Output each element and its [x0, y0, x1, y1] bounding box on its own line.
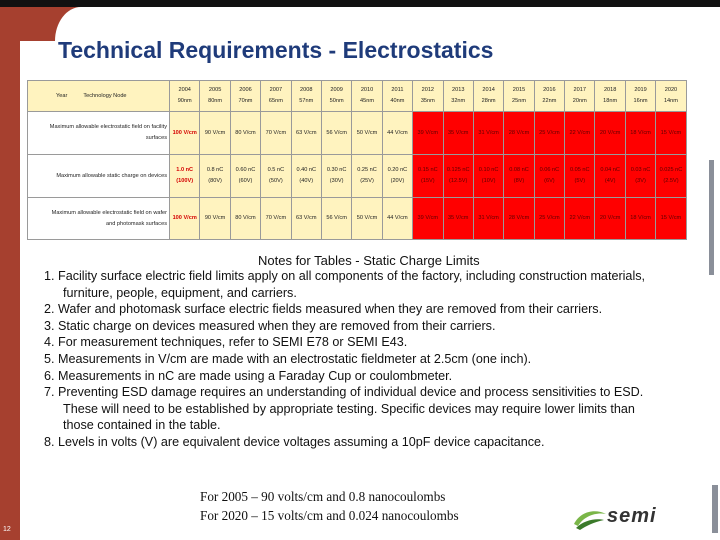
year-header-cell [595, 81, 625, 112]
year-header-cell [413, 81, 443, 112]
node-label: 57nm [299, 98, 314, 104]
year-label: 2012 [421, 87, 435, 93]
year-label: 2016 [543, 87, 556, 93]
year-label: 2017 [573, 87, 586, 93]
table-cell: 50 V/cm [352, 112, 382, 155]
node-label: 32nm [451, 98, 466, 104]
year-header-cell [200, 81, 230, 112]
table-cell: 18 V/cm [625, 112, 655, 155]
node-label: 20nm [572, 98, 587, 104]
year-header-cell [230, 81, 260, 112]
table-cell: 0.8 nC (80V) [200, 155, 230, 198]
table-cell: 0.05 nC (5V) [565, 155, 595, 198]
table-row [28, 198, 687, 240]
table-cell: 25 V/cm [534, 112, 564, 155]
year-label: 2019 [634, 87, 647, 93]
right-edge-strip-lower [712, 485, 718, 533]
year-label: 2009 [330, 87, 343, 93]
row-label: Maximum allowable static charge on devices [28, 155, 170, 198]
table-cell: 28 V/cm [504, 198, 534, 240]
table-cell: 44 V/cm [382, 112, 412, 155]
table-cell: 1.0 nC (100V) [170, 155, 200, 198]
year-header-cell [534, 81, 564, 112]
year-header-cell [261, 81, 291, 112]
row-label: Maximum allowable electrostatic field on facility surfaces [28, 112, 170, 155]
table-cell: 22 V/cm [565, 198, 595, 240]
table-cell: 50 V/cm [352, 198, 382, 240]
table-cell: 39 V/cm [413, 198, 443, 240]
year-header-cell [291, 81, 321, 112]
notes-title: Notes for Tables - Static Charge Limits [258, 253, 480, 268]
year-header-cell [656, 81, 686, 112]
table-cell: 0.08 nC (8V) [504, 155, 534, 198]
node-label: 90nm [177, 98, 192, 104]
year-label: 2005 [208, 87, 222, 93]
requirements-table [27, 80, 687, 240]
note-line: 1. Facility surface electric field limits apply on all components of the factory, including construction materials, [44, 269, 646, 283]
table-cell: 15 V/cm [656, 198, 686, 240]
year-label: 2020 [664, 87, 678, 93]
year-label: 2018 [603, 87, 617, 93]
table-cell: 20 V/cm [595, 112, 625, 155]
table-cell: 80 V/cm [230, 112, 260, 155]
note-line: furniture, people, equipment, and carriers. [63, 285, 297, 300]
year-label: 2011 [391, 87, 404, 93]
year-header-cell [473, 81, 503, 112]
year-header-cell [443, 81, 473, 112]
table-cell: 63 V/cm [291, 198, 321, 240]
table-cell: 31 V/cm [473, 198, 503, 240]
node-label: 22nm [542, 98, 557, 104]
table-cell: 0.15 nC (15V) [413, 155, 443, 198]
table-cell: 0.20 nC (20V) [382, 155, 412, 198]
node-label: 65nm [268, 98, 283, 104]
table-cell: 80 V/cm [230, 198, 260, 240]
year-label: 2006 [239, 87, 252, 93]
node-label: 14nm [663, 98, 678, 104]
table-corner-header [28, 81, 170, 112]
note-line: 6. Measurements in nC are made using a Faraday Cup or coulombmeter. [44, 368, 453, 383]
table-cell: 56 V/cm [321, 198, 351, 240]
note-line: 7. Preventing ESD damage requires an understanding of individual device and process sensitivities to ESD. [44, 385, 644, 400]
note-line: These will need to be established by appropriate testing. Specific devices may require lower limits than [63, 401, 635, 416]
year-label: 2014 [482, 87, 495, 93]
logo-text: semi [607, 505, 657, 527]
table-cell: 0.30 nC (30V) [321, 155, 351, 198]
year-label: 2008 [300, 87, 313, 93]
year-header-cell [504, 81, 534, 112]
year-label: 2015 [512, 87, 526, 93]
table-cell: 15 V/cm [656, 112, 686, 155]
table-cell: 31 V/cm [473, 112, 503, 155]
year-label: 2013 [451, 87, 465, 93]
table-cell: 0.06 nC (6V) [534, 155, 564, 198]
header-curve [20, 41, 56, 71]
table-cell: 25 V/cm [534, 198, 564, 240]
footnote-2005: For 2005 – 90 volts/cm and 0.8 nanocoulombs [200, 489, 446, 504]
table-cell: 0.025 nC (2.5V) [656, 155, 686, 198]
node-label: 50nm [329, 98, 344, 104]
note-line: 4. For measurement techniques, refer to SEMI E78 or SEMI E43. [44, 335, 408, 350]
table-cell: 0.125 nC (12.5V) [443, 155, 473, 198]
node-label: 28nm [481, 98, 496, 104]
table-cell: 39 V/cm [413, 112, 443, 155]
table-cell: 63 V/cm [291, 112, 321, 155]
top-border [0, 0, 720, 7]
year-header-cell [565, 81, 595, 112]
year-header-label: Year [56, 92, 68, 99]
table-cell: 20 V/cm [595, 198, 625, 240]
row-label: Maximum allowable electrostatic field on wafer and photomask surfaces [28, 198, 170, 240]
note-line: those contained in the table. [63, 418, 221, 433]
table-cell: 0.25 nC (25V) [352, 155, 382, 198]
table-cell: 0.04 nC (4V) [595, 155, 625, 198]
year-label: 2004 [178, 87, 191, 93]
right-edge-strip [709, 160, 714, 275]
year-header-cell [352, 81, 382, 112]
node-label: 18nm [603, 98, 618, 104]
table-cell: 70 V/cm [261, 112, 291, 155]
node-label: 70nm [238, 98, 253, 104]
table-cell: 90 V/cm [200, 112, 230, 155]
year-label: 2007 [269, 87, 283, 93]
year-label: 2010 [360, 87, 374, 93]
note-line: 3. Static charge on devices measured when they are removed from their carriers. [44, 318, 496, 333]
table-cell: 18 V/cm [625, 198, 655, 240]
node-label: 80nm [208, 98, 223, 104]
table-cell: 90 V/cm [200, 198, 230, 240]
table-cell: 0.40 nC (40V) [291, 155, 321, 198]
table-cell: 56 V/cm [321, 112, 351, 155]
table-cell: 0.10 nC (10V) [473, 155, 503, 198]
year-header-cell [625, 81, 655, 112]
table-header-row [28, 81, 687, 112]
table-cell: 0.5 nC (50V) [261, 155, 291, 198]
table-cell: 35 V/cm [443, 198, 473, 240]
table-cell: 70 V/cm [261, 198, 291, 240]
table-cell: 22 V/cm [565, 112, 595, 155]
node-label: 25nm [511, 98, 526, 104]
table-cell: 0.60 nC (60V) [230, 155, 260, 198]
table-cell: 44 V/cm [382, 198, 412, 240]
node-label: 40nm [390, 98, 405, 104]
note-line: 8. Levels in volts (V) are equivalent device voltages assuming a 10pF device capacitance. [44, 434, 545, 449]
year-header-cell [321, 81, 351, 112]
table-cell: 28 V/cm [504, 112, 534, 155]
year-header-cell [170, 81, 200, 112]
table-cell: 35 V/cm [443, 112, 473, 155]
table-row [28, 112, 687, 155]
footnote-2020: For 2020 – 15 volts/cm and 0.024 nanocoulombs [200, 508, 459, 523]
node-header-label: Technology Node [83, 92, 127, 99]
table-cell: 0.03 nC (3V) [625, 155, 655, 198]
table-cell: 100 V/cm [170, 198, 200, 240]
table-cell: 100 V/cm [170, 112, 200, 155]
note-line: 2. Wafer and photomask surface electric fields measured when they are removed from their carriers. [44, 302, 603, 317]
table-row [28, 155, 687, 198]
notes-list [44, 268, 714, 451]
page-number: 12 [3, 526, 11, 533]
year-header-cell [382, 81, 412, 112]
header-background [55, 7, 720, 41]
node-label: 16nm [633, 98, 648, 104]
left-accent-bar [0, 7, 20, 540]
node-label: 35nm [420, 98, 435, 104]
node-label: 45nm [360, 98, 375, 104]
note-line: 5. Measurements in V/cm are made with an electrostatic fieldmeter at 2.5cm (one inch). [44, 351, 532, 366]
slide-title: Technical Requirements - Electrostatics [58, 37, 494, 63]
